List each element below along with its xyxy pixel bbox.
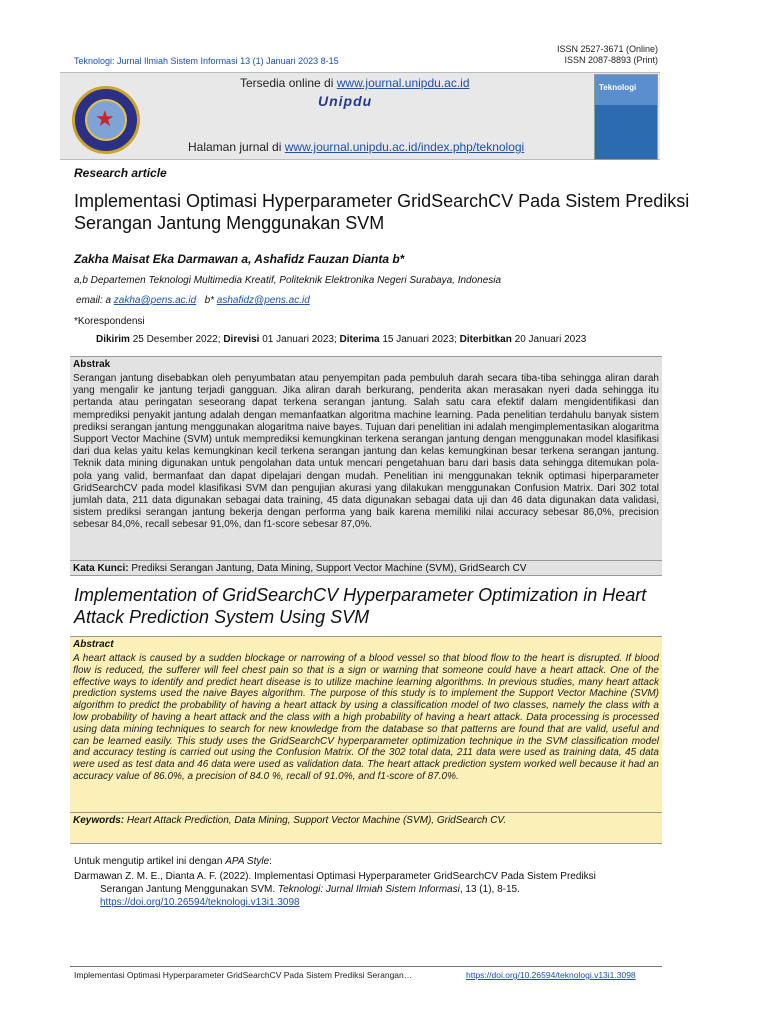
correspondence-note: *Korespondensi	[74, 316, 145, 327]
journal-cover-thumbnail	[594, 74, 658, 160]
issn-online: ISSN 2527-3671 (Online)	[556, 44, 658, 54]
journal-citation-line: Teknologi: Jurnal Ilmiah Sistem Informasi 13 (1) Januari 2023 8-15	[74, 56, 339, 66]
abstrak-heading: Abstrak	[70, 356, 662, 372]
footer-doi-link[interactable]: https://doi.org/10.26594/teknologi.v13i1.3098	[466, 970, 636, 980]
journal-page: Halaman jurnal di www.journal.unipdu.ac.id/index.php/teknologi	[188, 140, 525, 154]
article-dates: Dikirim 25 Desember 2022; Direvisi 01 Januari 2023; Diterima 15 Januari 2023; Diterbitkan 20 Januari 2023	[96, 334, 587, 345]
available-online: Tersedia online di www.journal.unipdu.ac.id	[240, 76, 470, 90]
emails: email: a zakha@pens.ac.id b* ashafidz@pens.ac.id	[76, 295, 310, 306]
article-type: Research article	[74, 166, 167, 180]
kata-kunci: Kata Kunci: Prediksi Serangan Jantung, Data Mining, Support Vector Machine (SVM), GridSearch CV	[70, 560, 662, 576]
doi-link[interactable]: https://doi.org/10.26594/teknologi.v13i1.3098	[100, 897, 300, 908]
journal-page-link[interactable]: www.journal.unipdu.ac.id/index.php/teknologi	[284, 140, 525, 154]
footer-divider	[70, 966, 662, 967]
abstract-body: A heart attack is caused by a sudden blockage or narrowing of a blood vessel so that blood flow to the heart is disrupted. If blood flow is reduced, the sufferer will feel chest pain so that is a sign or warning that someone could have a heart attack. One of the effective ways to identify and predict heart disease is to utilize machine learning algorithms. In previous studies, many heart attack prediction systems used the naive Bayes algorithm. The purpose of this study is to implement the Support Vector Machine (SVM) algorithm to predict the probability of having a heart attack by using a classification model of two classes, namely the class with a low probability of having a heart attack and the class with a high probability of having a heart attack. Data processing is processed using data mining techniques to search for new knowledge from the database so that patterns are found that are valid, useful and can be learned easily. This study uses the GridSearchCV hyperparameter optimization technique in the SVM classification model and accuracy testing is carried out using the Confusion Matrix. Of the 302 total data, 211 data were used as training data, 45 data were used as test data and 46 data were used as validation data. The heart attack prediction system worked well because it had an accuracy value of 86.0%, a precision of 84.0 %, recall of 91.0%, and f1-score of 87.0%.	[70, 652, 662, 812]
issn-print: ISSN 2087-8893 (Print)	[564, 55, 658, 65]
cover-title: Teknologi	[599, 83, 637, 92]
keywords: Keywords: Heart Attack Prediction, Data Mining, Support Vector Machine (SVM), GridSearch CV.	[70, 812, 662, 844]
email-a-link[interactable]: zakha@pens.ac.id	[113, 295, 197, 306]
abstrak-body: Serangan jantung disebabkan oleh penyumbatan atau penyempitan pada pembuluh darah secara tiba-tiba sehingga aliran darah yang mengalir ke jantung terjadi gangguan. Jika aliran darah berkurang, penderita akan merasakan nyeri dada sehingga itu pertanda atau peringatan seseorang dapat terkena serangan jantung. Salah satu cara efektif dalam mengidentifikasi dan memprediksi penyakit jantung adalah dengan memanfaatkan algoritma machine learning. Pada penelitian terdahulu banyak sistem prediksi serangan jantung menggunakan alogaritma naive bayes. Tujuan dari penelitian ini adalah mengimplementasikan alogaritma Support Vector Machine (SVM) untuk memprediksi kemungkinan terkena serangan jantung dengan menggunakan model klasifikasi dari dua kelas yaitu kelas kemungkinan kecil terkena serangan jantung dan kelas kemungkinan besar terkena serangan jantung. Teknik data mining digunakan untuk pengolahan data untuk mencari pengetahuan baru dari basis data sehingga ditemukan pola-pola yang valid, bermanfaat dan dapat dipelajari dengan mudah. Penelitian ini menggunakan teknik optimasi hiperparameter GridSearchCV pada model klasifikasi SVM dan pengujian akurasi yang dilakukan menggunakan Confusion Matrix. Dari 302 total jumlah data, 211 data digunakan sebagai data training, 45 data digunakan sebagai data uji dan 46 data digunakan data validasi, sistem prediksi serangan jantung bekerja dengan performa yang baik karena memiliki nilai accuracy sebesar 86,0%, precision sebesar 84,0%, recall sebesar 91,0%, dan f1-score sebesar 87,0%.	[70, 372, 662, 560]
citation-body: Darmawan Z. M. E., Dianta A. F. (2022). Implementasi Optimasi Hyperparameter GridSearchCV Pada Sistem Prediksi Serangan Jantung Menggunakan SVM. Teknologi: Jurnal Ilmiah Sistem Informasi, 13 (1), 8-15. https://doi.org/10.26594/teknologi.v13i1.3098	[74, 871, 596, 908]
authors: Zakha Maisat Eka Darmawan a, Ashafidz Fauzan Dianta b*	[74, 252, 405, 266]
abstract-heading: Abstract	[70, 636, 662, 652]
star-icon: ★	[95, 106, 115, 131]
title-english: Implementation of GridSearchCV Hyperparameter Optimization in Heart Attack Prediction System Using SVM	[74, 585, 647, 627]
title-indonesian: Implementasi Optimasi Hyperparameter GridSearchCV Pada Sistem Prediksi Serangan Jantung Menggunakan SVM	[74, 191, 690, 233]
footer-running-title: Implementasi Optimasi Hyperparameter GridSearchCV Pada Sistem Prediksi Serangan…	[74, 970, 413, 980]
logo-emblem-icon	[85, 99, 127, 141]
email-b-link[interactable]: ashafidz@pens.ac.id	[216, 295, 310, 306]
unipdu-logo	[72, 86, 140, 154]
citation-heading: Untuk mengutip artikel ini dengan APA Style:	[74, 856, 272, 867]
unipdu-brand: Unipdu	[318, 93, 373, 109]
affiliation: a,b Departemen Teknologi Multimedia Kreatif, Politeknik Elektronika Negeri Surabaya, Indonesia	[74, 275, 502, 286]
issn-block	[557, 44, 658, 66]
journal-site-link[interactable]: www.journal.unipdu.ac.id	[336, 76, 470, 90]
